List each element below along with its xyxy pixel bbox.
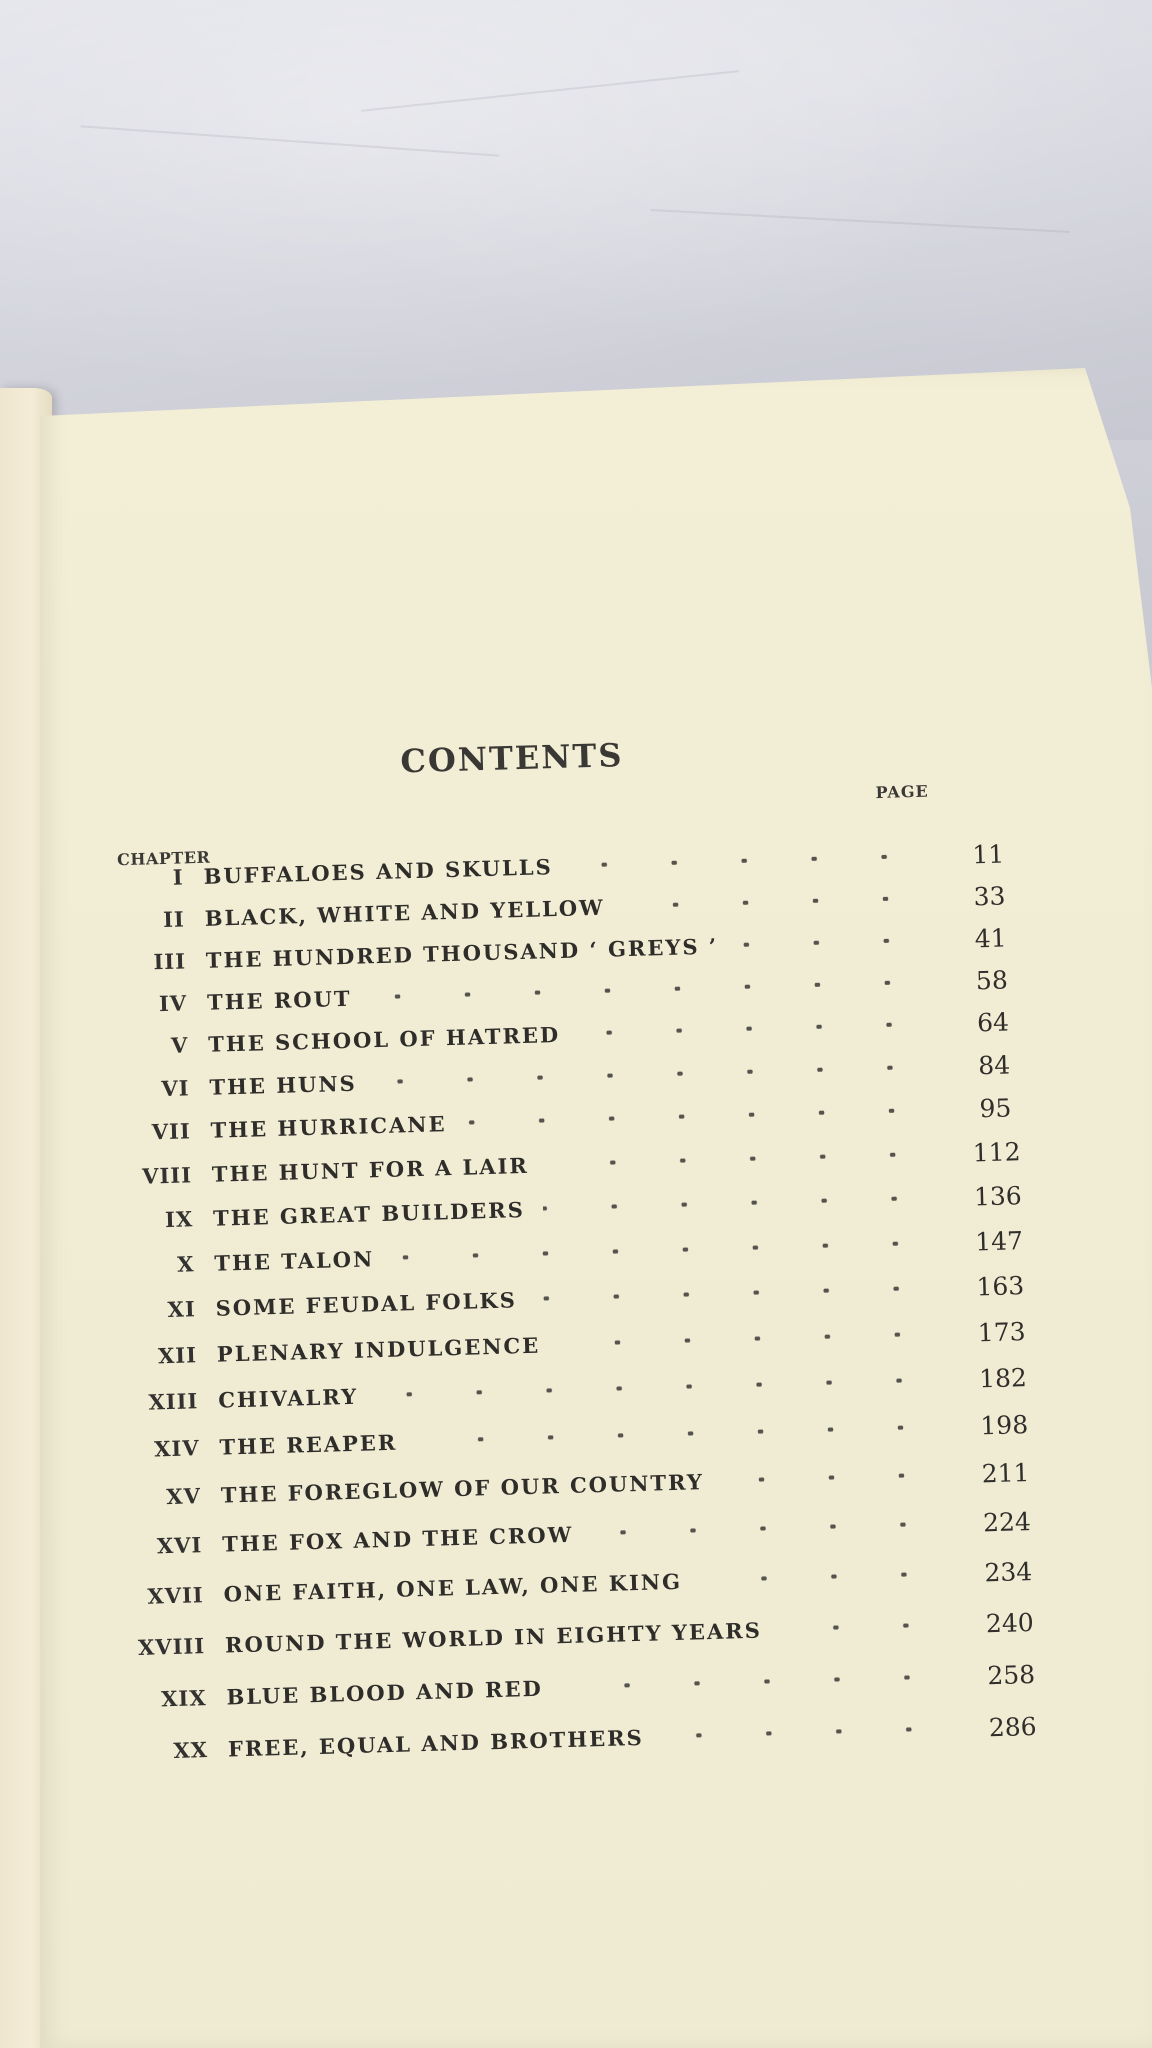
chapter-number: XI xyxy=(167,1295,197,1322)
chapter-number: XIX xyxy=(160,1684,207,1711)
chapter-title: THE ROUT xyxy=(206,985,352,1015)
dot-leader xyxy=(535,1286,932,1301)
dot-leader xyxy=(392,1241,930,1260)
dot-leader xyxy=(558,1332,933,1346)
page-number: 163 xyxy=(976,1270,1025,1301)
dot-leader xyxy=(623,896,921,908)
chapter-title: THE HUNS xyxy=(209,1070,358,1100)
page-number: 112 xyxy=(972,1136,1021,1167)
page-number: 224 xyxy=(982,1506,1032,1537)
chapter-title: BUFFALOES AND SKULLS xyxy=(203,853,554,889)
page-number: 182 xyxy=(978,1362,1028,1393)
chapter-title: FREE, EQUAL AND BROTHERS xyxy=(227,1724,645,1762)
page-number: 41 xyxy=(974,922,1007,953)
chapter-number: V xyxy=(170,1031,189,1058)
chapter-number: VII xyxy=(151,1117,192,1144)
dot-leader xyxy=(700,1572,940,1583)
chapter-title: THE FOREGLOW OF OUR COUNTRY xyxy=(220,1468,705,1508)
chapter-title: THE SCHOOL OF HATRED xyxy=(207,1021,561,1057)
chapter-number: I xyxy=(172,863,184,890)
dot-leader xyxy=(375,1065,926,1084)
chapter-number: XIV xyxy=(153,1434,200,1461)
chapter-title: THE HURRICANE xyxy=(210,1110,447,1143)
chapter-number: XVIII xyxy=(137,1632,206,1660)
chapter-title: BLACK, WHITE AND YELLOW xyxy=(204,894,605,931)
dot-leader xyxy=(415,1425,935,1444)
chapter-number: II xyxy=(162,905,186,932)
chapter-title: CHIVALRY xyxy=(217,1383,359,1413)
chapter-column-label: CHAPTER xyxy=(116,847,211,870)
dot-leader xyxy=(722,1473,937,1483)
page-number: 95 xyxy=(979,1092,1012,1123)
page-number: 58 xyxy=(975,964,1009,995)
page-title: CONTENTS xyxy=(399,736,624,781)
page-number: 147 xyxy=(974,1225,1024,1256)
page-number: 84 xyxy=(977,1049,1011,1080)
page-number: 240 xyxy=(985,1607,1035,1638)
page-number: 286 xyxy=(988,1711,1037,1742)
chapter-number: XVII xyxy=(147,1581,205,1609)
chapter-number: XII xyxy=(157,1341,198,1368)
chapter-title: THE TALON xyxy=(214,1245,375,1276)
chapter-title: THE HUNT FOR A LAIR xyxy=(211,1152,530,1187)
chapter-title: PLENARY INDULGENCE xyxy=(216,1332,541,1367)
chapter-number: XX xyxy=(173,1736,209,1763)
chapter-number: IX xyxy=(164,1205,194,1232)
chapter-title: SOME FEUDAL FOLKS xyxy=(215,1286,518,1321)
chapter-number: XIII xyxy=(148,1387,199,1415)
page-column-label: PAGE xyxy=(875,781,929,803)
chapter-title: THE HUNDRED THOUSAND ‘ GREYS ’ xyxy=(205,933,719,973)
page-number: 11 xyxy=(971,839,1005,869)
page-number: 258 xyxy=(986,1659,1036,1690)
dot-leader xyxy=(780,1623,941,1631)
dot-leader xyxy=(376,1378,934,1398)
chapter-title: BLUE BLOOD AND RED xyxy=(226,1675,544,1710)
dot-leader xyxy=(561,1675,943,1690)
dot-leader xyxy=(464,1108,926,1125)
chapter-number: XV xyxy=(165,1482,202,1509)
chapter-number: VIII xyxy=(141,1161,193,1189)
chapter-title: ONE FAITH, ONE LAW, ONE KING xyxy=(223,1568,683,1607)
chapter-title: THE GREAT BUILDERS xyxy=(212,1196,526,1231)
chapter-number: XVI xyxy=(156,1531,203,1558)
chapter-number: VI xyxy=(161,1074,190,1101)
dot-leader xyxy=(662,1727,944,1739)
chapter-number: X xyxy=(176,1250,195,1277)
page-number: 173 xyxy=(977,1316,1026,1347)
dot-leader xyxy=(736,938,922,947)
page-number: 211 xyxy=(981,1457,1030,1488)
page-number: 198 xyxy=(979,1409,1029,1440)
page-number: 64 xyxy=(976,1006,1010,1037)
chapter-number: III xyxy=(153,947,187,974)
dot-leader xyxy=(369,980,922,999)
page-number: 234 xyxy=(984,1556,1033,1587)
chapter-title: THE FOX AND THE CROW xyxy=(221,1521,574,1557)
chapter-number: IV xyxy=(158,989,188,1016)
chapter-title: ROUND THE WORLD IN EIGHTY YEARS xyxy=(224,1617,763,1658)
page-number: 136 xyxy=(973,1180,1023,1211)
dot-leader xyxy=(547,1152,928,1167)
dot-leader xyxy=(571,854,920,868)
dot-leader xyxy=(578,1022,924,1036)
page-number: 33 xyxy=(973,880,1006,911)
dot-leader xyxy=(591,1522,938,1536)
dot-leader xyxy=(543,1196,929,1211)
chapter-title: THE REAPER xyxy=(219,1429,398,1460)
